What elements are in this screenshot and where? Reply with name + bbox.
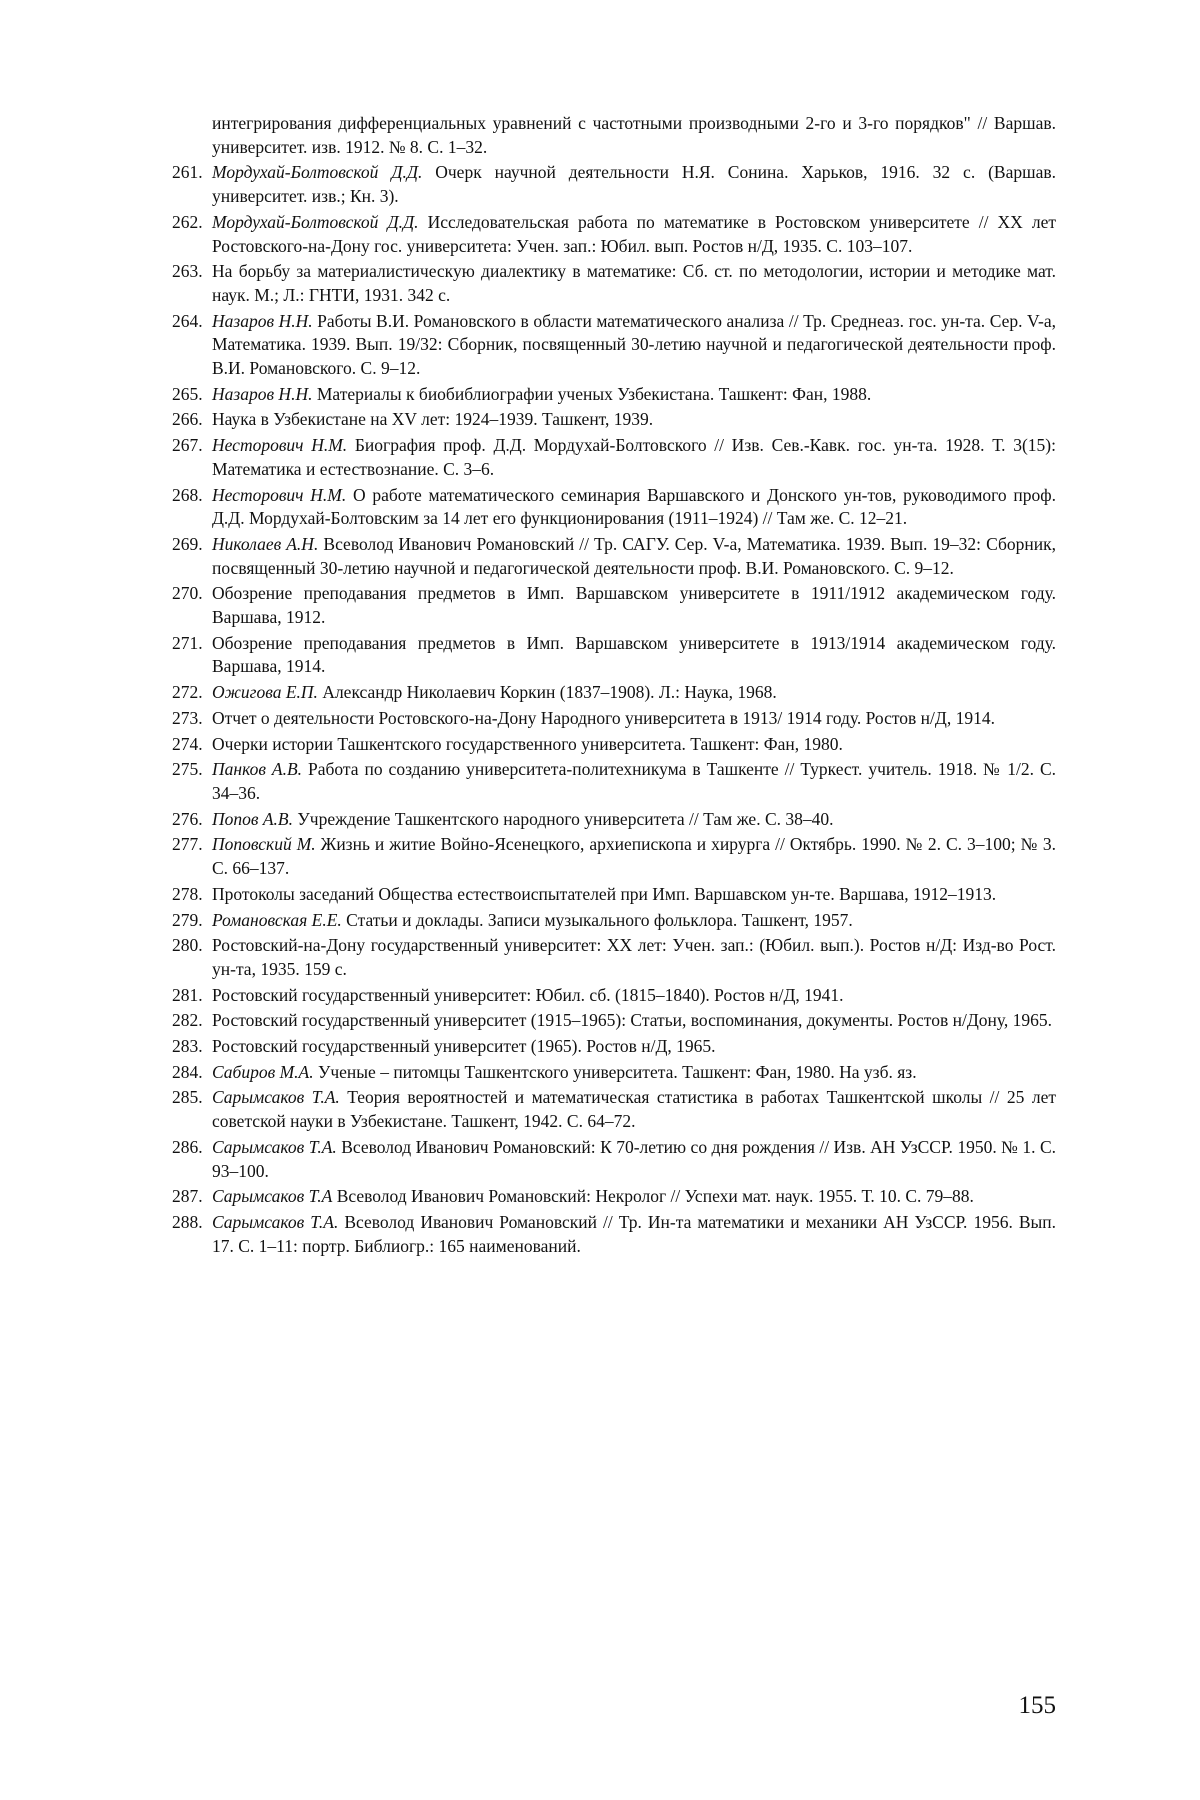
entry-text xyxy=(212,984,1056,1008)
entry-description: Всеволод Иванович Романовский: Некролог // Успехи мат. наук. 1955. Т. 10. С. 79–88. xyxy=(332,1186,974,1206)
entry-number: 271. xyxy=(172,632,212,656)
entry-number: 277. xyxy=(172,833,212,857)
continuation-text: интегрирования дифференциальных уравнений с частотными производными 2-го и 3-го порядков" // Варшав. университет. изв. 1912. № 8. С. 1–32. xyxy=(212,112,1056,159)
bibliography-entry xyxy=(172,434,1056,481)
entry-number: 275. xyxy=(172,758,212,782)
entry-text xyxy=(212,408,1056,432)
bibliography-entry xyxy=(172,1136,1056,1183)
entry-description: О работе математического семинария Варшавского и Донского ун-тов, руководимого проф. Д.Д. Мордухай-Болтовским за 14 лет его функционирования (1911–1924) // Там же. С. 12–21. xyxy=(212,485,1056,529)
bibliography-entry xyxy=(172,984,1056,1008)
entry-number: 286. xyxy=(172,1136,212,1160)
bibliography-entry xyxy=(172,408,1056,432)
bibliography-entry xyxy=(172,758,1056,805)
entry-text xyxy=(212,833,1056,880)
entry-author: Сабиров М.А. xyxy=(212,1062,314,1082)
bibliography-entry xyxy=(172,1086,1056,1133)
bibliography-entry xyxy=(172,1009,1056,1033)
entry-author: Николаев А.Н. xyxy=(212,534,318,554)
entry-number: 273. xyxy=(172,707,212,731)
entry-number: 285. xyxy=(172,1086,212,1110)
bibliography-entry xyxy=(172,582,1056,629)
entry-number: 287. xyxy=(172,1185,212,1209)
entry-text xyxy=(212,1185,1056,1209)
entry-description: Ученые – питомцы Ташкентского университета. Ташкент: Фан, 1980. На узб. яз. xyxy=(314,1062,917,1082)
entry-description: Ростовский государственный университет (1915–1965): Статьи, воспоминания, документы. Ростов н/Дону, 1965. xyxy=(212,1010,1052,1030)
entry-text xyxy=(212,533,1056,580)
entry-author: Мордухай-Болтовской Д.Д. xyxy=(212,212,419,232)
entry-description: Всеволод Иванович Романовский: К 70-летию со дня рождения // Изв. АН УзССР. 1950. № 1. С. 93–100. xyxy=(212,1137,1056,1181)
entry-text xyxy=(212,632,1056,679)
bibliography-entry xyxy=(172,211,1056,258)
entry-author: Романовская Е.Е. xyxy=(212,910,342,930)
entry-description: Теория вероятностей и математическая статистика в работах Ташкентской школы // 25 лет советской науки в Узбекистане. Ташкент, 1942. С. 64–72. xyxy=(212,1087,1056,1131)
entry-description: Наука в Узбекистане на XV лет: 1924–1939. Ташкент, 1939. xyxy=(212,409,653,429)
entry-text xyxy=(212,733,1056,757)
entry-description: Обозрение преподавания предметов в Имп. Варшавском университете в 1911/1912 академическом году. Варшава, 1912. xyxy=(212,583,1056,627)
entry-text xyxy=(212,484,1056,531)
entry-description: Работа по созданию университета-политехникума в Ташкенте // Туркест. учитель. 1918. № 1/2. С. 34–36. xyxy=(212,759,1056,803)
entry-description: Очерк научной деятельности Н.Я. Сонина. Харьков, 1916. 32 с. (Варшав. университет. изв.; Кн. 3). xyxy=(212,162,1056,206)
entry-description: Ростовский-на-Дону государственный университет: XX лет: Учен. зап.: (Юбил. вып.). Ростов н/Д: Изд-во Рост. ун-та, 1935. 159 с. xyxy=(212,935,1056,979)
bibliography-entry xyxy=(172,533,1056,580)
bibliography-entry xyxy=(172,310,1056,381)
entry-number: 278. xyxy=(172,883,212,907)
entry-number: 264. xyxy=(172,310,212,334)
entry-text xyxy=(212,1009,1056,1033)
entry-description: Учреждение Ташкентского народного университета // Там же. С. 38–40. xyxy=(293,809,834,829)
entry-text xyxy=(212,161,1056,208)
bibliography-list xyxy=(172,112,1056,159)
entry-author: Сарымсаков Т.А. xyxy=(212,1212,338,1232)
entry-author: Попов А.В. xyxy=(212,809,293,829)
entry-description: Александр Николаевич Коркин (1837–1908). Л.: Наука, 1968. xyxy=(318,682,777,702)
entry-author: Назаров Н.Н. xyxy=(212,311,313,331)
bibliography-entry xyxy=(172,484,1056,531)
entry-number: 279. xyxy=(172,909,212,933)
entry-number: 274. xyxy=(172,733,212,757)
continuation-entry xyxy=(172,112,1056,159)
bibliography-entry xyxy=(172,909,1056,933)
entry-description: Жизнь и житие Войно-Ясенецкого, архиепископа и хирурга // Октябрь. 1990. № 2. С. 3–100; № 3. С. 66–137. xyxy=(212,834,1056,878)
bibliography-entry xyxy=(172,1185,1056,1209)
bibliography-entry xyxy=(172,833,1056,880)
entry-description: Всеволод Иванович Романовский // Тр. Ин-та математики и механики АН УзССР. 1956. Вып. 17. С. 1–11: портр. Библиогр.: 165 наименований. xyxy=(212,1212,1056,1256)
bibliography-entry xyxy=(172,260,1056,307)
entry-number: 265. xyxy=(172,383,212,407)
bibliography-entry xyxy=(172,1061,1056,1085)
entry-text xyxy=(212,1035,1056,1059)
entry-author: Панков А.В. xyxy=(212,759,302,779)
entry-text xyxy=(212,1136,1056,1183)
bibliography-entry xyxy=(172,1035,1056,1059)
entry-description: Статьи и доклады. Записи музыкального фольклора. Ташкент, 1957. xyxy=(342,910,853,930)
bibliography-entry xyxy=(172,883,1056,907)
entry-number: 284. xyxy=(172,1061,212,1085)
entry-text xyxy=(212,434,1056,481)
entry-number: 266. xyxy=(172,408,212,432)
entry-author: Сарымсаков Т.А. xyxy=(212,1087,340,1107)
bibliography-entry xyxy=(172,707,1056,731)
entry-text xyxy=(212,1086,1056,1133)
entry-description: На борьбу за материалистическую диалектику в математике: Сб. ст. по методологии, истории и методике мат. наук. М.; Л.: ГНТИ, 1931. 342 с. xyxy=(212,261,1056,305)
entry-description: Ростовский государственный университет (1965). Ростов н/Д, 1965. xyxy=(212,1036,716,1056)
entry-author: Поповский М. xyxy=(212,834,316,854)
entry-number: 281. xyxy=(172,984,212,1008)
entry-description: Исследовательская работа по математике в Ростовском университете // XX лет Ростовского-на-Дону гос. университета: Учен. зап.: Юбил. вып. Ростов н/Д, 1935. С. 103–107. xyxy=(212,212,1056,256)
entry-text xyxy=(212,1061,1056,1085)
entry-text xyxy=(212,758,1056,805)
bibliography-entry xyxy=(172,934,1056,981)
entry-text xyxy=(212,260,1056,307)
bibliography-entry xyxy=(172,161,1056,208)
bibliography-entry xyxy=(172,1211,1056,1258)
entry-text xyxy=(212,707,1056,731)
entry-description: Очерки истории Ташкентского государственного университета. Ташкент: Фан, 1980. xyxy=(212,734,843,754)
bibliography-entry xyxy=(172,681,1056,705)
entry-description: Обозрение преподавания предметов в Имп. Варшавском университете в 1913/1914 академическом году. Варшава, 1914. xyxy=(212,633,1056,677)
entry-author: Несторович Н.М. xyxy=(212,435,347,455)
entry-description: Биография проф. Д.Д. Мордухай-Болтовского // Изв. Сев.-Кавк. гос. ун-та. 1928. Т. 3(15): Математика и естествознание. С. 3–6. xyxy=(212,435,1056,479)
entry-number: 269. xyxy=(172,533,212,557)
bibliography-entry xyxy=(172,383,1056,407)
entry-description: Протоколы заседаний Общества естествоиспытателей при Имп. Варшавском ун-те. Варшава, 1912–1913. xyxy=(212,884,996,904)
bibliography-entry xyxy=(172,808,1056,832)
entry-number: 268. xyxy=(172,484,212,508)
entry-number: 280. xyxy=(172,934,212,958)
entry-text xyxy=(212,310,1056,381)
entry-text xyxy=(212,808,1056,832)
entry-author: Сарымсаков Т.А. xyxy=(212,1137,337,1157)
entry-number: 270. xyxy=(172,582,212,606)
entry-description: Материалы к биобиблиографии ученых Узбекистана. Ташкент: Фан, 1988. xyxy=(312,384,871,404)
bibliography-entry xyxy=(172,632,1056,679)
entry-text xyxy=(212,883,1056,907)
entry-number: 283. xyxy=(172,1035,212,1059)
entry-number: 263. xyxy=(172,260,212,284)
entry-number: 262. xyxy=(172,211,212,235)
entry-author: Сарымсаков Т.А xyxy=(212,1186,332,1206)
entry-description: Отчет о деятельности Ростовского-на-Дону Народного университета в 1913/ 1914 году. Ростов н/Д, 1914. xyxy=(212,708,995,728)
entry-number: 272. xyxy=(172,681,212,705)
entry-number: 282. xyxy=(172,1009,212,1033)
entry-text xyxy=(212,1211,1056,1258)
entry-number: 267. xyxy=(172,434,212,458)
entry-author: Ожигова Е.П. xyxy=(212,682,318,702)
entry-text xyxy=(212,582,1056,629)
entry-text xyxy=(212,934,1056,981)
entry-author: Назаров Н.Н. xyxy=(212,384,312,404)
entry-text xyxy=(212,383,1056,407)
entry-text xyxy=(212,681,1056,705)
entry-text xyxy=(212,211,1056,258)
page-number: 155 xyxy=(1019,1692,1057,1720)
entry-number: 261. xyxy=(172,161,212,185)
bibliography-page xyxy=(172,112,1056,1762)
entry-number: 276. xyxy=(172,808,212,832)
bibliography-entry xyxy=(172,733,1056,757)
entry-text xyxy=(212,909,1056,933)
entry-author: Несторович Н.М. xyxy=(212,485,346,505)
bibliography-entries xyxy=(172,161,1056,1258)
entry-description: Работы В.И. Романовского в области математического анализа // Тр. Среднеаз. гос. ун-та. Сер. V-a, Математика. 1939. Вып. 19/32: Сборник, посвященный 30-летию научной и педагогической деятельности проф. В.И. Романовского. С. 9–12. xyxy=(212,311,1056,378)
entry-description: Ростовский государственный университет: Юбил. сб. (1815–1840). Ростов н/Д, 1941. xyxy=(212,985,844,1005)
entry-description: Всеволод Иванович Романовский // Тр. САГУ. Сер. V-a, Математика. 1939. Вып. 19–32: Сборник, посвященный 30-летию научной и педагогической деятельности проф. В.И. Романовского. С. 9–12. xyxy=(212,534,1056,578)
entry-author: Мордухай-Болтовской Д.Д. xyxy=(212,162,422,182)
entry-number: 288. xyxy=(172,1211,212,1235)
